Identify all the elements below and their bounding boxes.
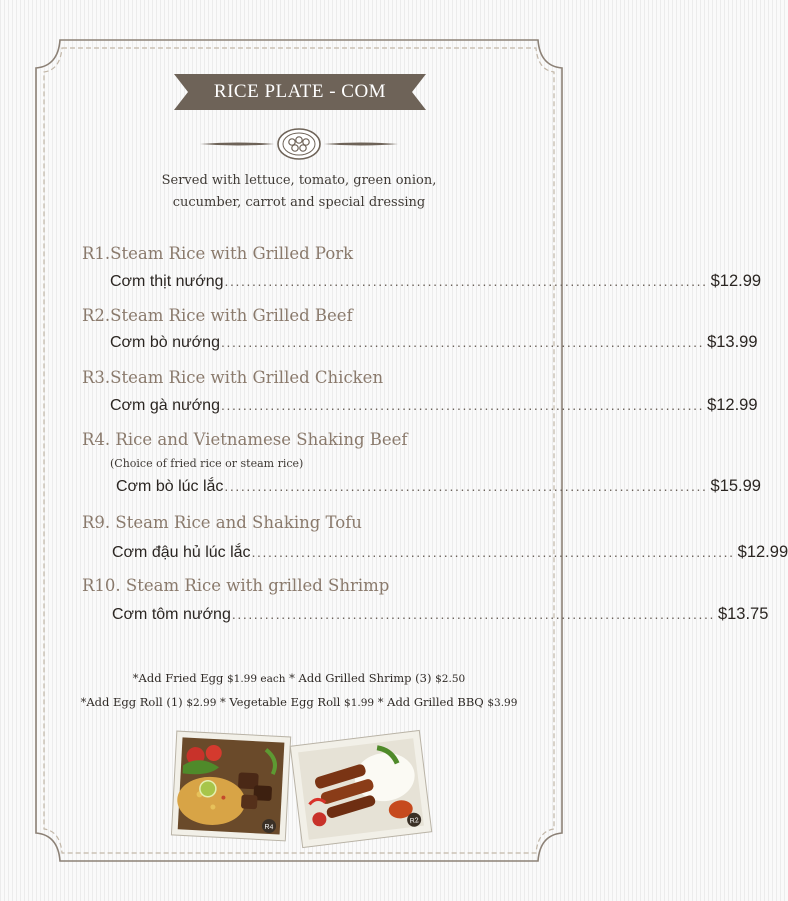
addon-grilled-shrimp-price: $2.50 <box>435 673 466 685</box>
item-r10-price: $13.75 <box>717 605 769 623</box>
addon-fried-egg-price: $1.99 each <box>226 673 286 685</box>
photo-r2-label: R2 <box>409 817 420 826</box>
leader-dots: ........................................................................................ <box>224 273 708 289</box>
item-r1-title: R1.Steam Rice with Grilled Pork <box>82 244 354 263</box>
item-r1-vietnamese: Cơm thịt nướng <box>110 273 224 290</box>
item-r4-title: R4. Rice and Vietnamese Shaking Beef <box>82 430 408 449</box>
item-r2-vietnamese: Cơm bò nướng <box>110 334 220 351</box>
item-r3-row <box>110 396 758 415</box>
addon-egg-roll: *Add Egg Roll (1) <box>80 695 183 709</box>
intro-text <box>120 170 478 214</box>
item-r2-title: R2.Steam Rice with Grilled Beef <box>82 306 353 325</box>
item-r9-title: R9. Steam Rice and Shaking Tofu <box>82 513 362 532</box>
page-title: RICE PLATE - COM <box>213 81 387 102</box>
addon-grilled-shrimp: * Add Grilled Shrimp (3) <box>289 671 432 685</box>
item-r4-vietnamese: Cơm bò lúc lắc <box>116 478 224 495</box>
item-r10-vietnamese: Cơm tôm nướng <box>112 606 231 623</box>
leader-dots: ........................................................................................ <box>224 478 708 494</box>
photo-r4 <box>168 728 296 846</box>
intro-line-1: Served with lettuce, tomato, green onion, <box>161 173 437 188</box>
item-r2-row <box>110 333 758 352</box>
item-r9-price: $12.99 <box>737 543 788 561</box>
item-r1-price: $12.99 <box>710 272 762 290</box>
addon-egg-roll-price: $2.99 <box>186 697 217 709</box>
item-r1-row <box>110 272 762 291</box>
item-r9-vietnamese: Cơm đậu hủ lúc lắc <box>112 544 251 561</box>
item-r4-row <box>116 477 761 496</box>
addons-line-1 <box>40 671 558 685</box>
item-r3-price: $12.99 <box>707 396 758 414</box>
addon-vegetable-egg-roll-price: $1.99 <box>344 697 375 709</box>
item-r3-title: R3.Steam Rice with Grilled Chicken <box>82 368 384 387</box>
photo-r4-label: R4 <box>264 823 274 832</box>
intro-line-2: cucumber, carrot and special dressing <box>172 195 426 210</box>
item-r9-row <box>112 543 788 562</box>
leader-dots: ........................................................................................ <box>251 544 735 560</box>
item-r3-vietnamese: Cơm gà nướng <box>110 397 220 414</box>
item-r2-price: $13.99 <box>707 333 758 351</box>
addon-grilled-bbq: * Add Grilled BBQ <box>377 695 484 709</box>
addon-fried-egg: *Add Fried Egg <box>132 671 224 685</box>
item-r4-note: (Choice of fried rice or steam rice) <box>110 457 304 470</box>
item-r4-price: $15.99 <box>710 477 761 495</box>
leader-dots: ........................................................................................ <box>231 606 715 622</box>
addon-vegetable-egg-roll: * Vegetable Egg Roll <box>220 695 341 709</box>
item-r10-title: R10. Steam Rice with grilled Shrimp <box>82 576 390 595</box>
addon-grilled-bbq-price: $3.99 <box>487 697 518 709</box>
addons-line-2 <box>40 695 558 709</box>
photo-r2 <box>286 728 436 850</box>
divider-ornament <box>198 126 400 162</box>
leader-dots: ........................................................................................ <box>220 334 705 350</box>
item-r10-row <box>112 605 769 624</box>
leader-dots: ........................................................................................ <box>220 397 705 413</box>
